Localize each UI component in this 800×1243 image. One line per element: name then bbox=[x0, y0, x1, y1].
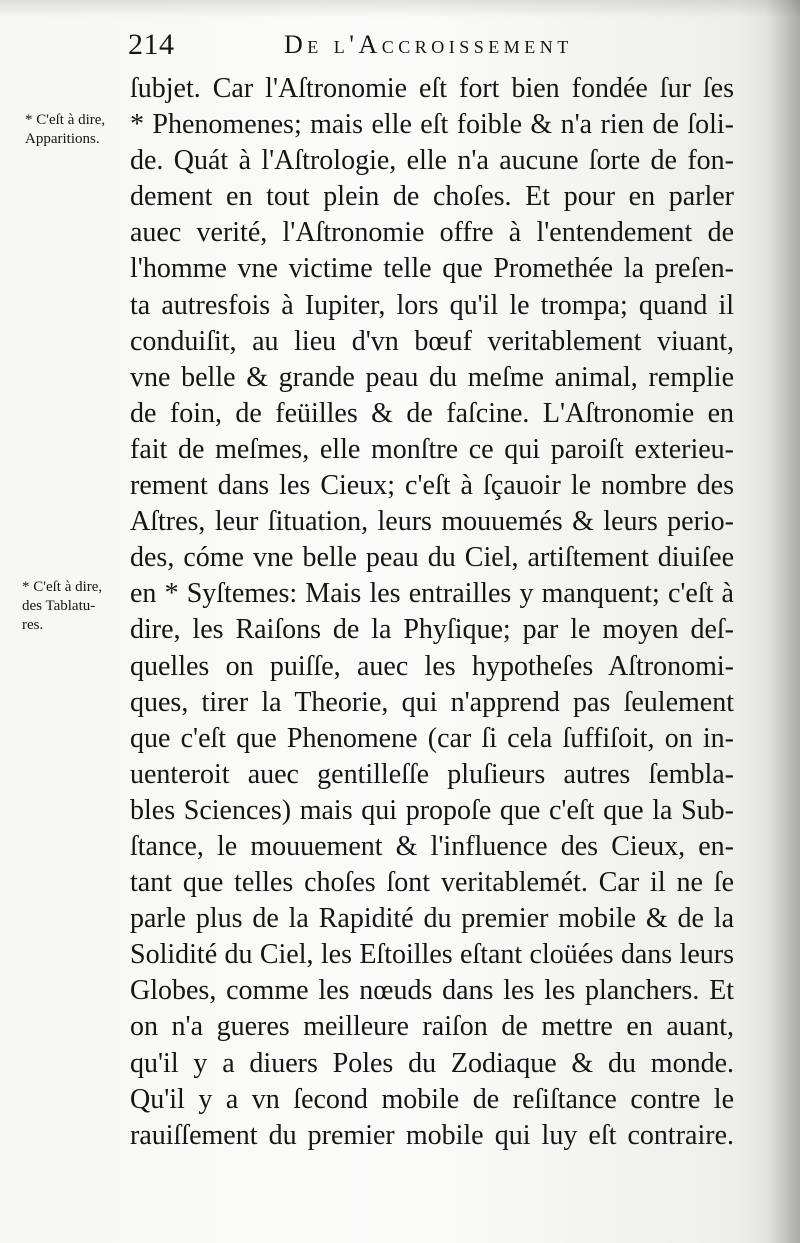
text-line: on n'a gueres meilleure raiſon de mettre en auant, bbox=[130, 1011, 734, 1043]
text-line: ques, tirer la Theorie, qui n'apprend pas ſeulement bbox=[130, 686, 734, 718]
text-line: dire, les Raiſons de la Phyſique; par le moyen deſ- bbox=[130, 614, 734, 646]
text-line: ta autresfois à Iupiter, lors qu'il le trompa; quand il bbox=[130, 289, 734, 321]
text-line: que c'eſt que Phenomene (car ſi cela ſuffiſoit, on in- bbox=[130, 722, 734, 754]
margin-note-line: des Tablatu- bbox=[22, 598, 96, 614]
text-line: uenteroit auec gentilleſſe pluſieurs autres ſembla- bbox=[130, 758, 734, 790]
text-line: * Phenomenes; mais elle eſt foible & n'a rien de ſoli- bbox=[130, 109, 734, 141]
text-line: l'homme vne victime telle que Promethée la preſen- bbox=[130, 253, 734, 285]
text-line: bles Sciences) mais qui propoſe que c'eſt que la Sub- bbox=[130, 794, 734, 826]
text-line: Globes, comme les nœuds dans les les planchers. Et bbox=[130, 975, 734, 1007]
body-text-block bbox=[130, 71, 740, 1154]
margin-note-tablatures bbox=[22, 578, 126, 635]
margin-note-apparitions bbox=[25, 111, 127, 149]
text-line: auec verité, l'Aſtronomie offre à l'entendement de bbox=[130, 217, 734, 249]
text-line: de foin, de feüilles & de faſcine. L'Aſtronomie en bbox=[130, 397, 734, 429]
text-line: ſubjet. Car l'Aſtronomie eſt fort bien fondée ſur ſes bbox=[130, 73, 734, 104]
page-header bbox=[128, 27, 748, 67]
text-line: ſtance, le mouuement & l'influence des Cieux, en- bbox=[130, 830, 734, 862]
text-line: de. Quát à l'Aſtrologie, elle n'a aucune ſorte de fon- bbox=[130, 145, 734, 177]
text-line: Aſtres, leur ſituation, leurs mouuemés & leurs perio- bbox=[130, 506, 734, 538]
margin-note-line: res. bbox=[22, 617, 44, 633]
text-line: dement en tout plein de choſes. Et pour en parler bbox=[130, 181, 734, 213]
text-line: vne belle & grande peau du meſme animal, remplie bbox=[130, 361, 734, 393]
text-line: qu'il y a diuers Poles du Zodiaque & du monde. bbox=[130, 1047, 734, 1079]
page-top-shadow bbox=[0, 0, 800, 18]
text-line: parle plus de la Rapidité du premier mobile & de la bbox=[130, 903, 734, 935]
page-number: 214 bbox=[128, 28, 175, 61]
page-gutter-shadow bbox=[766, 0, 800, 1243]
text-line: quelles on puiſſe, auec les hypotheſes Aſtronomi- bbox=[130, 650, 734, 682]
running-head: De l'Accroissement bbox=[284, 30, 573, 59]
text-line: Solidité du Ciel, les Eſtoilles eſtant cloüées dans leurs bbox=[130, 939, 734, 971]
text-line: rement dans les Cieux; c'eſt à ſçauoir le nombre des bbox=[130, 470, 734, 502]
text-line: tant que telles choſes ſont veritablemét. Car il ne ſe bbox=[130, 867, 734, 899]
margin-note-line: * C'eſt à dire, bbox=[25, 112, 106, 128]
text-line: fait de meſmes, elle monſtre ce qui paroiſt exterieu- bbox=[130, 433, 734, 465]
margin-note-line: * C'eſt à dire, bbox=[22, 579, 103, 595]
text-line: conduiſit, au lieu d'vn bœuf veritablement viuant, bbox=[130, 325, 734, 357]
text-line: rauiſſement du premier mobile qui luy eſt contraire. bbox=[130, 1119, 734, 1151]
text-line: des, cóme vne belle peau du Ciel, artiſtement diuiſee bbox=[130, 542, 734, 574]
margin-note-line: Apparitions. bbox=[25, 131, 100, 147]
text-line: en * Syſtemes: Mais les entrailles y manquent; c'eſt à bbox=[130, 578, 734, 610]
text-line: Qu'il y a vn ſecond mobile de reſiſtance contre le bbox=[130, 1083, 734, 1115]
